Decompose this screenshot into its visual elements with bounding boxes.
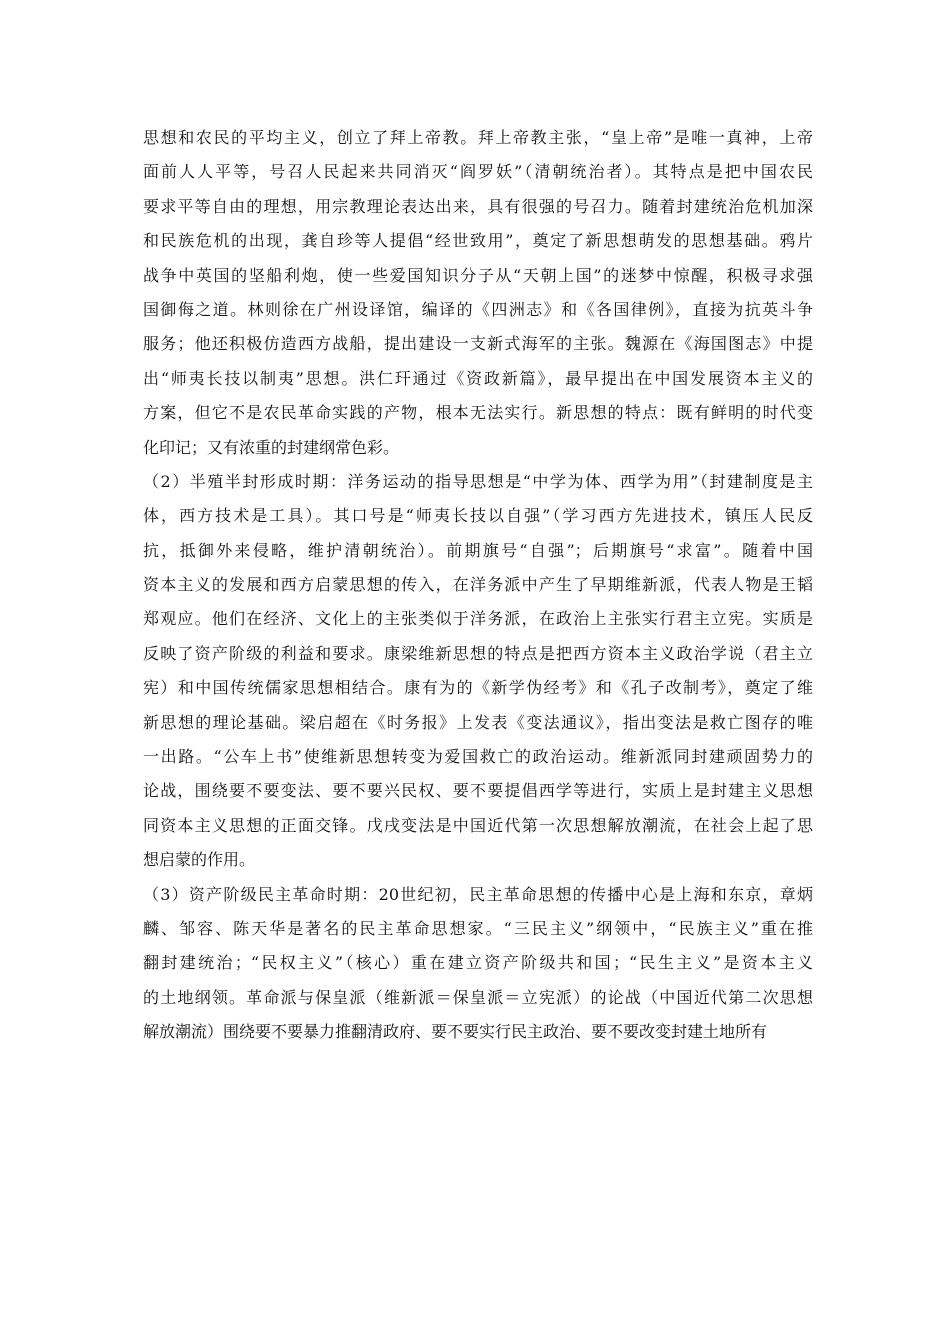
- text-line: 国御侮之道。林则徐在广州设译馆，编译的《四洲志》和《各国律例》，直接为抗英斗争: [143, 299, 813, 319]
- text-line: 的土地纲领。革命派与保皇派（维新派＝保皇派＝立宪派）的论战（中国近代第二次思想: [143, 987, 813, 1007]
- text-line: 麟、邹容、陈天华是著名的民主革命思想家。“三民主义”纲领中，“民族主义”重在推: [143, 918, 813, 938]
- text-line: 翻封建统治；“民权主义”（核心）重在建立资产阶级共和国；“民生主义”是资本主义: [143, 953, 813, 973]
- text-line: 面前人人平等，号召人民起来共同消灭“阎罗妖”（清朝统治者）。其特点是把中国农民: [143, 162, 813, 182]
- text-line: 新思想的理论基础。梁启超在《时务报》上发表《变法通议》，指出变法是救亡图存的唯: [143, 712, 813, 732]
- text-line: 方案，但它不是农民革命实践的产物，根本无法实行。新思想的特点：既有鲜明的时代变: [143, 403, 813, 423]
- paragraph: [143, 121, 813, 465]
- text-line: 想启蒙的作用。: [143, 850, 256, 870]
- text-line: 化印记；又有浓重的封建纲常色彩。: [143, 437, 400, 457]
- text-line: 思想和农民的平均主义，创立了拜上帝教。拜上帝教主张，“皇上帝”是唯一真神，上帝: [143, 128, 813, 147]
- paragraph: [143, 878, 813, 1050]
- text-line: 体，西方技术是工具）。其口号是“师夷长技以自强”（学习西方先进技术，镇压人民反: [143, 506, 813, 526]
- text-line: 战争中英国的坚船利炮，使一些爱国知识分子从“天朝上国”的迷梦中惊醒，积极寻求强: [143, 265, 813, 285]
- text-line: （2）半殖半封形成时期：洋务运动的指导思想是“中学为体、西学为用”（封建制度是主: [143, 471, 813, 491]
- text-line: （3）资产阶级民主革命时期：20世纪初，民主革命思想的传播中心是上海和东京，章炳: [143, 884, 813, 904]
- paragraph: [143, 465, 813, 878]
- text-line: 服务；他还积极仿造西方战船，提出建设一支新式海军的主张。魏源在《海国图志》中提: [143, 334, 813, 354]
- text-line: 和民族危机的出现，龚自珍等人提倡“经世致用”，奠定了新思想萌发的思想基础。鸦片: [143, 231, 813, 251]
- body-text: [143, 121, 813, 1050]
- text-line: 出“师夷长技以制夷”思想。洪仁玕通过《资政新篇》，最早提出在中国发展资本主义的: [143, 368, 813, 388]
- text-line: 郑观应。他们在经济、文化上的主张类似于洋务派，在政治上主张实行君主立宪。实质是: [143, 609, 813, 629]
- text-line: 宪）和中国传统儒家思想相结合。康有为的《新学伪经考》和《孔子改制考》，奠定了维: [143, 678, 813, 698]
- text-line: 要求平等自由的理想，用宗教理论表达出来，具有很强的号召力。随着封建统治危机加深: [143, 196, 813, 216]
- text-line: 抗，抵御外来侵略，维护清朝统治）。前期旗号“自强”；后期旗号“求富”。随着中国: [143, 540, 813, 560]
- text-line: 论战，围绕要不要变法、要不要兴民权、要不要提倡西学等进行，实质上是封建主义思想: [143, 781, 813, 801]
- text-line: 资本主义的发展和西方启蒙思想的传入，在洋务派中产生了早期维新派，代表人物是王韬: [143, 575, 813, 595]
- text-line: 反映了资产阶级的利益和要求。康梁维新思想的特点是把西方资本主义政治学说（君主立: [143, 643, 813, 663]
- text-line: 解放潮流）围绕要不要暴力推翻清政府、要不要实行民主政治、要不要改变封建土地所有: [143, 1022, 768, 1042]
- text-line: 一出路。“公车上书”使维新思想转变为爱国救亡的政治运动。维新派同封建顽固势力的: [143, 747, 813, 767]
- text-line: 同资本主义思想的正面交锋。戊戌变法是中国近代第一次思想解放潮流，在社会上起了思: [143, 815, 813, 835]
